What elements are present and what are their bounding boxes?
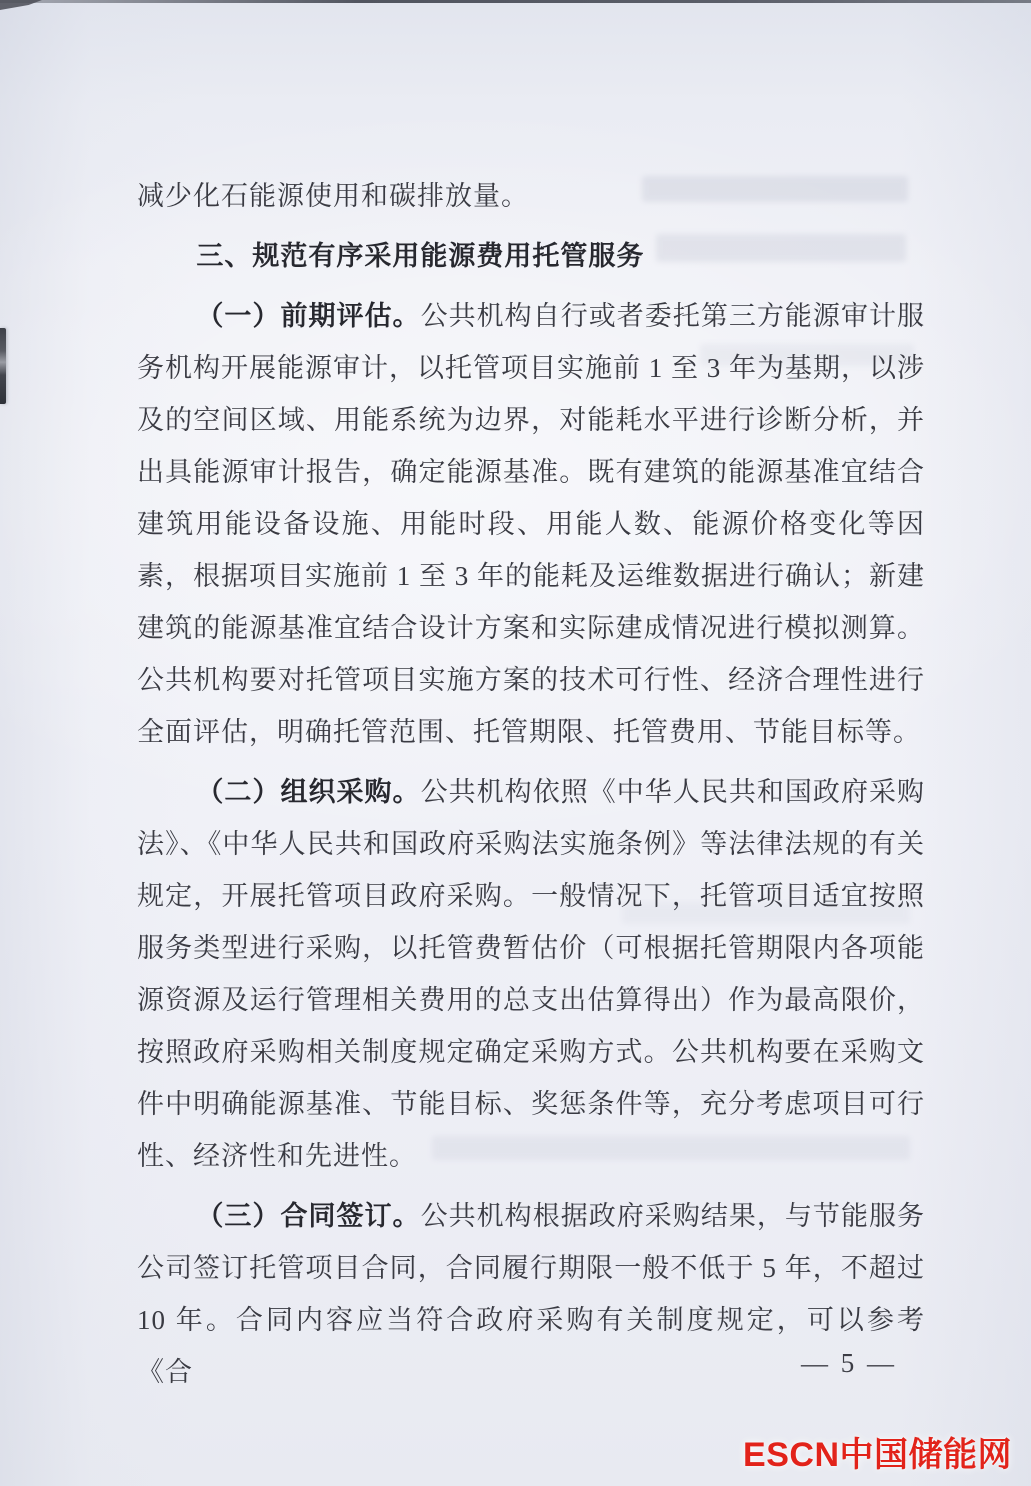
paragraph-lead-bold: （三）合同签订。 bbox=[196, 1201, 421, 1231]
paragraph-text: 公共机构依照《中华人民共和国政府采购法》、《中华人民共和国政府采购法实施条例》等法律法规的有关规定，开展托管项目政府采购。一般情况下，托管项目适宜按照服务类型进行采购，以托管费暂估价（可根据托管期限内各项能源资源及运行管理相关费用的总支出估算得出）作为最高限价，按照政府采购相关制度规定确定采购方式。公共机构要在采购文件中明确能源基准、节能目标、奖惩条件等，充分考虑项目可行性、经济性和先进性。 bbox=[137, 777, 926, 1171]
binding-mark bbox=[0, 328, 6, 404]
paragraph bbox=[137, 290, 925, 758]
paragraph-lead-bold: （一）前期评估。 bbox=[196, 301, 421, 331]
section-heading bbox=[137, 230, 925, 282]
paragraph-text: 公共机构根据政府采购结果，与节能服务公司签订托管项目合同，合同履行期限一般不低于 5 年，不超过 10 年。合同内容应当符合政府采购有关制度规定，可以参考《合 bbox=[137, 1201, 926, 1387]
scan-edge-artifact bbox=[0, 0, 1031, 3]
escn-watermark-cjk: 中国储能网 bbox=[839, 1436, 1012, 1474]
paragraph-text: 公共机构自行或者委托第三方能源审计服务机构开展能源审计，以托管项目实施前 1 至 3 年为基期，以涉及的空间区域、用能系统为边界，对能耗水平进行诊断分析，并出具能源审计报告，确定能源基准。既有建筑的能源基准宜结合建筑用能设备设施、用能时段、用能人数、能源价格变化等因素，根据项目实施前 1 至 3 年的能耗及运维数据进行确认；新建建筑的能源基准宜结合设计方案和实际建成情况进行模拟测算。公共机构要对托管项目实施方案的技术可行性、经济合理性进行全面评估，明确托管范围、托管期限、托管费用、节能目标等。 bbox=[137, 301, 926, 747]
document-body bbox=[137, 170, 925, 1398]
scan-corner-artifact bbox=[0, 0, 42, 10]
escn-watermark-latin: ESCN bbox=[743, 1436, 840, 1474]
paragraph bbox=[137, 170, 925, 222]
page-number: — 5 — bbox=[801, 1348, 897, 1378]
paragraph-lead-bold: 三、规范有序采用能源费用托管服务 bbox=[196, 241, 645, 271]
escn-watermark bbox=[743, 1427, 1012, 1476]
paragraph-text: 减少化石能源使用和碳排放量。 bbox=[137, 181, 529, 211]
paragraph bbox=[137, 766, 925, 1182]
paragraph-lead-bold: （二）组织采购。 bbox=[196, 777, 421, 807]
